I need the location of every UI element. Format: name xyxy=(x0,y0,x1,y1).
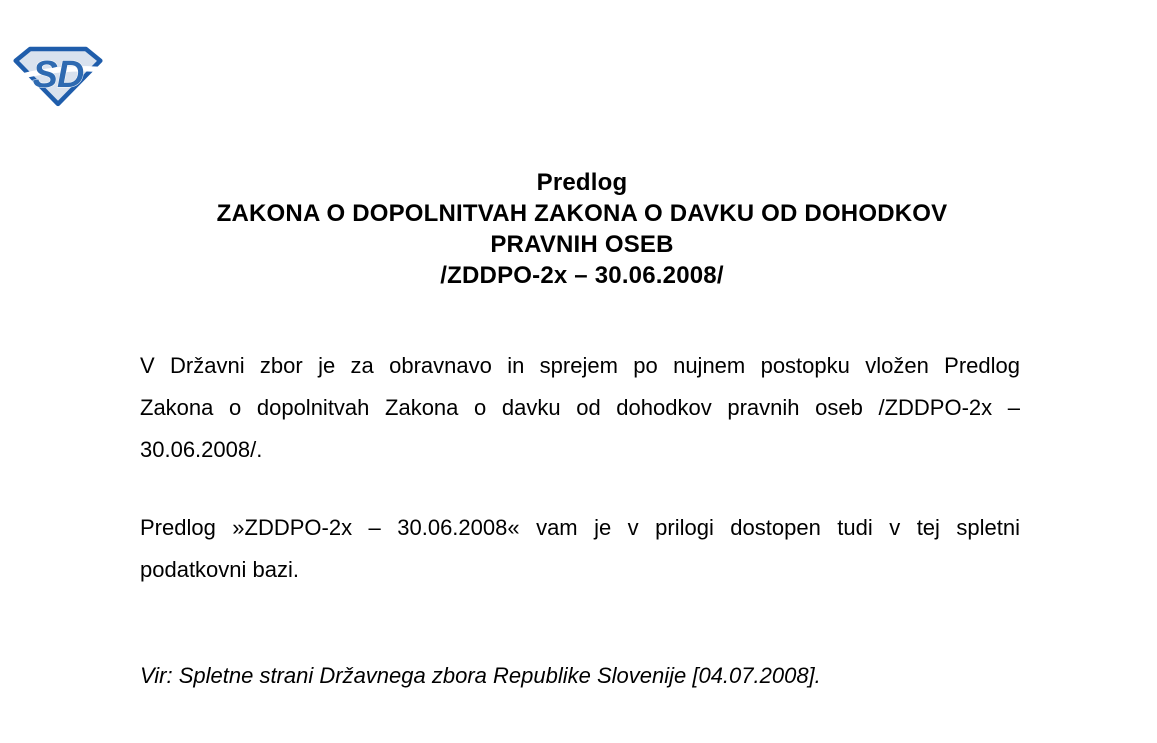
title-line-predlog: Predlog xyxy=(536,169,628,196)
paragraph-1-line-1: V Državni zbor je za obravnavo in sprejem po nujnem postopku vložen Predlog xyxy=(140,353,1020,378)
paragraph-1-line-3: 30.06.2008/. xyxy=(140,437,263,462)
paragraph-2-line-2: podatkovni bazi. xyxy=(140,557,299,582)
sd-logo-icon xyxy=(13,45,103,107)
source-line: Vir: Spletne strani Državnega zbora Republike Slovenije [04.07.2008]. xyxy=(140,663,821,688)
paragraph-1-line-2: Zakona o dopolnitvah Zakona o davku od dohodkov pravnih oseb /ZDDPO-2x – xyxy=(140,395,1020,420)
paragraph-2 xyxy=(140,507,1020,591)
title-line-zakona: ZAKONA O DOPOLNITVAH ZAKONA O DAVKU OD DOHODKOV xyxy=(216,200,948,227)
title-line-reference: /ZDDPO-2x – 30.06.2008/ xyxy=(440,262,724,289)
paragraph-1 xyxy=(140,345,1020,471)
paragraph-2-line-1: Predlog »ZDDPO-2x – 30.06.2008« vam je v prilogi dostopen tudi v tej spletni xyxy=(140,515,1020,540)
logo-letters: SD xyxy=(32,53,84,96)
document-body xyxy=(140,345,1020,697)
document-title xyxy=(140,167,1024,291)
title-line-pravnih: PRAVNIH OSEB xyxy=(490,231,674,258)
